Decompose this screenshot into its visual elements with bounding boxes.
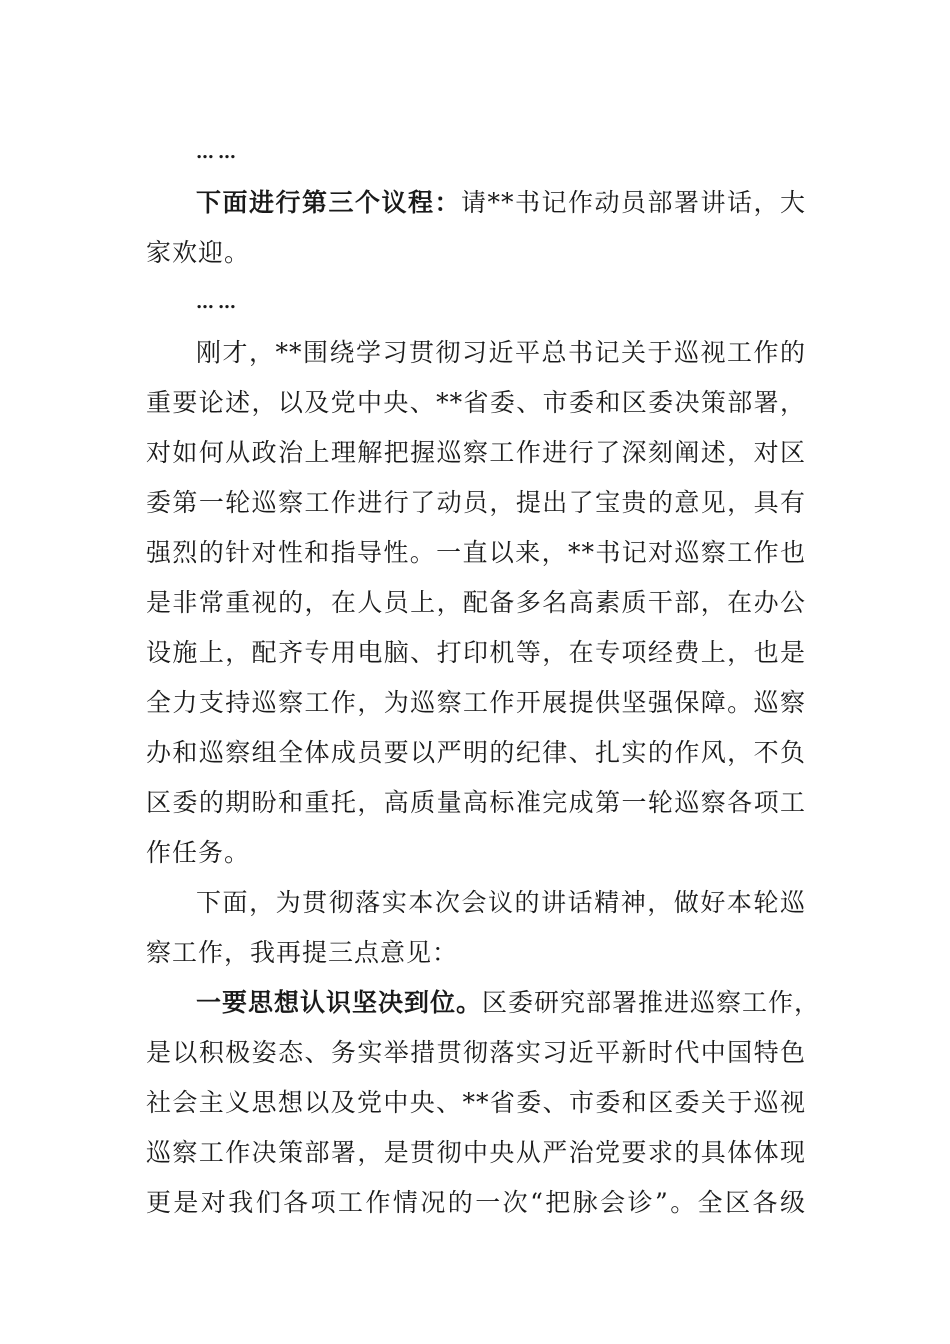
ellipsis-top: …… bbox=[196, 142, 240, 163]
para1-line: 刚才，**围绕学习贯彻习近平总书记关于巡视工作的 bbox=[196, 338, 806, 367]
point1-heading: 一要思想认识坚决到位。 bbox=[196, 988, 483, 1017]
para1-line: 办和巡察组全体成员要以严明的纪律、扎实的作风，不负 bbox=[146, 738, 806, 767]
para1-line: 重要论述，以及党中央、**省委、市委和区委决策部署， bbox=[146, 388, 806, 417]
agenda-line-1 bbox=[146, 178, 806, 228]
para1-line: 强烈的针对性和指导性。一直以来，**书记对巡察工作也 bbox=[146, 538, 806, 567]
para1-line: 设施上，配齐专用电脑、打印机等，在专项经费上，也是 bbox=[146, 638, 806, 667]
agenda-line-2: 家欢迎。 bbox=[146, 238, 251, 267]
para1-line: 委第一轮巡察工作进行了动员，提出了宝贵的意见，具有 bbox=[146, 488, 806, 517]
para1-line: 作任务。 bbox=[146, 838, 251, 867]
point1-line: 更是对我们各项工作情况的一次“把脉会诊”。全区各级 bbox=[146, 1188, 806, 1217]
agenda-text: 请**书记作动员部署讲话，大 bbox=[461, 188, 806, 217]
point1-text: 区委研究部署推进巡察工作， bbox=[482, 988, 821, 1017]
point1-line: 巡察工作决策部署，是贯彻中央从严治党要求的具体体现 bbox=[146, 1138, 806, 1167]
para2-line: 下面，为贯彻落实本次会议的讲话精神，做好本轮巡 bbox=[196, 888, 806, 917]
para1-line: 是非常重视的，在人员上，配备多名高素质干部，在办公 bbox=[146, 588, 806, 617]
para1-line: 区委的期盼和重托，高质量高标准完成第一轮巡察各项工 bbox=[146, 788, 806, 817]
document-body bbox=[146, 128, 821, 1228]
point1-line-1 bbox=[146, 978, 821, 1028]
para1-line: 对如何从政治上理解把握巡察工作进行了深刻阐述，对区 bbox=[146, 438, 806, 467]
agenda-lead: 下面进行第三个议程： bbox=[196, 188, 461, 217]
ellipsis-middle: …… bbox=[196, 292, 240, 313]
point1-line: 社会主义思想以及党中央、**省委、市委和区委关于巡视 bbox=[146, 1088, 806, 1117]
point1-line: 是以积极姿态、务实举措贯彻落实习近平新时代中国特色 bbox=[146, 1038, 806, 1067]
para2-line: 察工作，我再提三点意见： bbox=[146, 938, 459, 967]
para1-line: 全力支持巡察工作，为巡察工作开展提供坚强保障。巡察 bbox=[146, 688, 806, 717]
